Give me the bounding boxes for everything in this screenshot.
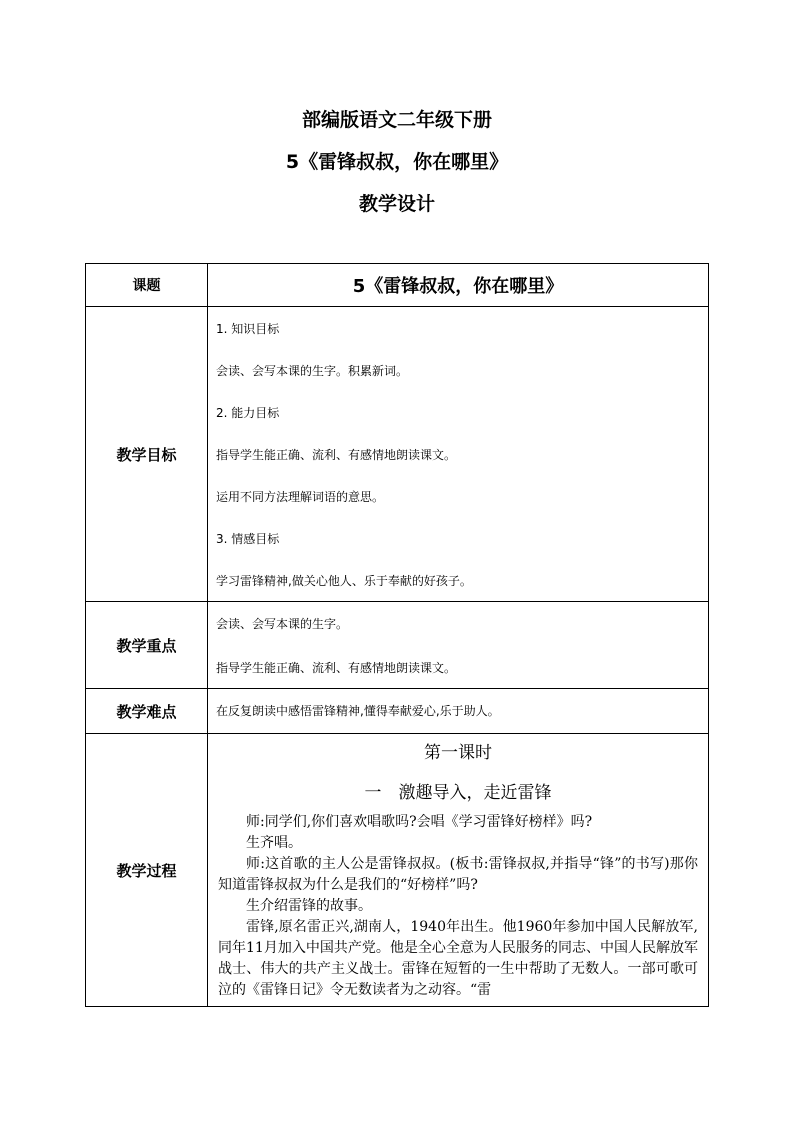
difficulties-label: 教学难点 [86,689,208,734]
objective-line: 会读、会写本课的生字。积累新词。 [216,364,409,378]
objectives-label: 教学目标 [86,307,208,602]
key-point-line: 指导学生能正确、流利、有感情地朗读课文。 [216,661,457,675]
difficulties-content [208,689,709,734]
process-content [208,734,709,1007]
objectives-content [208,307,709,602]
topic-label: 课题 [86,264,208,307]
objective-line: 1. 知识目标 [216,322,280,336]
topic-value: 5《雷锋叔叔，你在哪里》 [208,264,709,307]
document-title-design: 教学设计 [358,193,435,215]
objective-line: 学习雷锋精神,做关心他人、乐于奉献的好孩子。 [216,574,472,588]
document-title-lesson: 5《雷锋叔叔，你在哪里》 [285,151,509,173]
key-point-line: 会读、会写本课的生字。 [216,617,349,631]
lesson-plan-table [85,263,709,1007]
objective-line: 运用不同方法理解词语的意思。 [216,490,385,504]
process-label: 教学过程 [86,734,208,1007]
difficulty-line: 在反复朗读中感悟雷锋精神,懂得奉献爱心,乐于助人。 [216,704,500,718]
objective-line: 指导学生能正确、流利、有感情地朗读课文。 [216,448,457,462]
objectives-row [86,307,709,602]
objective-line: 2. 能力目标 [216,406,280,420]
document-title-grade: 部编版语文二年级下册 [301,109,492,131]
key-points-content [208,602,709,689]
process-row [86,734,709,1007]
key-points-row [86,602,709,689]
lesson-period-heading: 第一课时 [424,743,492,763]
objective-line: 3. 情感目标 [216,532,280,546]
difficulties-row [86,689,709,734]
process-paragraph: 师:同学们,你们喜欢唱歌吗?会唱《学习雷锋好榜样》吗? [246,814,593,830]
key-points-label: 教学重点 [86,602,208,689]
topic-row [86,264,709,307]
process-paragraph: 生齐唱。 [246,835,302,851]
section-heading: 一 激趣导入，走近雷锋 [364,783,552,803]
process-paragraph: 生介绍雷锋的故事。 [246,898,372,914]
process-paragraph: 雷锋,原名雷正兴,湖南人，1940年出生。他1960年参加中国人民解放军,同年11月加入中国共产党。他是全心全意为人民服务的同志、中国人民解放军战士、伟大的共产主义战士。雷锋在短暂的一生中帮助了无数人。一部可歌可泣的《雷锋日记》令无数读者为之动容。“雷 [218,919,698,998]
process-paragraph: 师:这首歌的主人公是雷锋叔叔。(板书:雷锋叔叔,并指导“锋”的书写)那你知道雷锋叔叔为什么是我们的“好榜样”吗? [218,856,698,893]
